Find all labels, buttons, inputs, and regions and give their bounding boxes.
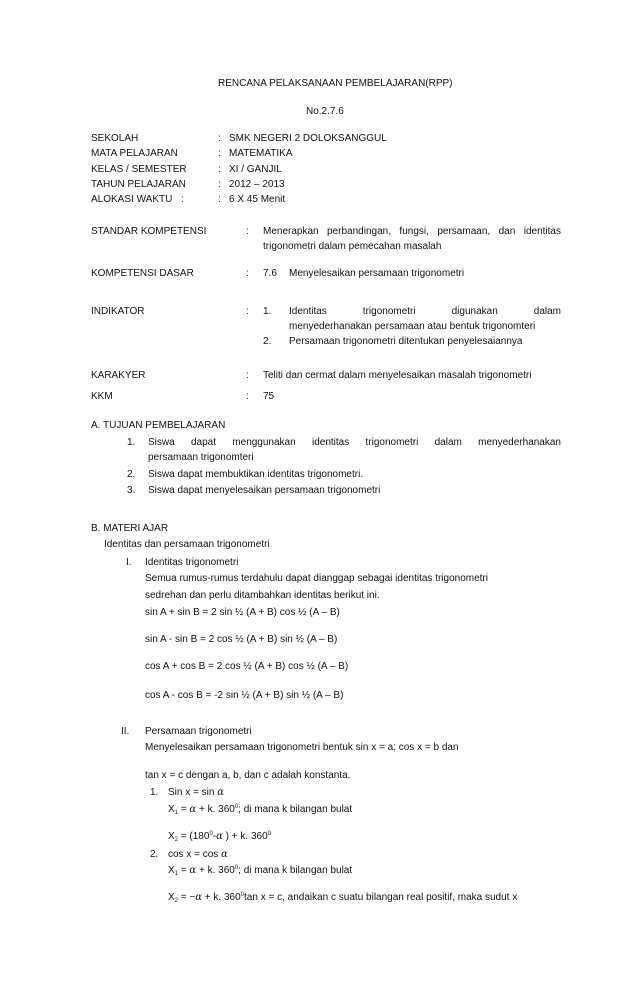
section-heading-tujuan: A. TUJUAN PEMBELAJARAN (91, 420, 226, 431)
colon: : (218, 133, 221, 144)
solution-line: $X_1 = \alpha + k$. $360^0$; di mana k bilangan bulat (168, 865, 353, 877)
standar-kompetensi-line2: trigonometri dalam pemecahan masalah (263, 241, 442, 252)
kompetensi-dasar-number: 7.6 (263, 268, 277, 279)
formula: cos A + cos B = 2 cos ½ (A + B) cos ½ (A – B) (145, 661, 349, 672)
tujuan-item-text: Siswa dapat membuktikan identitas trigonometri. (148, 469, 364, 480)
paragraph-line: tan x = c dengan a, b, dan c adalah konstanta. (145, 770, 351, 781)
part-number: I. (126, 557, 132, 568)
case-number: 1. (150, 787, 159, 798)
value-sekolah: SMK NEGERI 2 DOLOKSANGGUL (229, 133, 387, 144)
case-number: 2. (150, 849, 159, 860)
label-kelas-semester: KELAS / SEMESTER (91, 164, 187, 175)
tujuan-item-number: 2. (127, 469, 136, 480)
label-kkm: KKM (91, 391, 113, 402)
kkm-value: 75 (263, 391, 275, 402)
colon: : (218, 179, 221, 190)
kompetensi-dasar-text: Menyelesaikan persamaan trigonometri (289, 268, 465, 279)
colon: : (246, 226, 249, 237)
label-indikator: INDIKATOR (91, 306, 145, 317)
section-heading-materi: B. MATERI AJAR (91, 523, 169, 534)
colon: : (246, 391, 249, 402)
label-mata-pelajaran: MATA PELAJARAN (91, 148, 178, 159)
value-kelas-semester: XI / GANJIL (229, 164, 282, 175)
document-title: RENCANA PELAKSANAAN PEMBELAJARAN(RPP) (218, 78, 453, 89)
tujuan-item-number: 1. (127, 437, 136, 448)
formula: sin A - sin B = 2 cos ½ (A + B) sin ½ (A – B) (145, 634, 338, 645)
case-equation: Sin x = sin α (168, 787, 224, 798)
solution-line: $X_2 = -\alpha + k$. $360^0\tan$ x = c, andaikan c suatu bilangan real positif, maka sudut x (168, 892, 518, 904)
colon: : (218, 148, 221, 159)
value-tahun-pelajaran: 2012 – 2013 (229, 179, 285, 190)
label-alokasi-waktu: ALOKASI WAKTU (91, 194, 173, 205)
solution-line: $X_2 = (180^0-\alpha$ ) + k. $360^0$ (168, 831, 271, 843)
paragraph-line: Semua rumus-rumus terdahulu dapat dianggap sebagai identitas trigonometri (145, 573, 488, 584)
karakter-text: Teliti dan cermat dalam menyelesaikan masalah trigonometri (263, 370, 532, 381)
colon: : (218, 194, 221, 205)
label-standar-kompetensi: STANDAR KOMPETENSI (91, 226, 207, 237)
part-title: Identitas trigonometri (145, 557, 239, 568)
colon: : (181, 194, 184, 205)
paragraph-line: sedrehan dan perlu ditambahkan identitas berikut ini. (145, 590, 380, 601)
paragraph-line: Menyelesaikan persamaan trigonometri bentuk sin x = a; cos x = b dan (145, 742, 459, 753)
indikator-item-text-cont: menyederhanakan persamaan atau bentuk trigonomteri (289, 321, 536, 332)
tujuan-item-number: 3. (127, 485, 136, 496)
case-equation: cos x = cos α (168, 849, 228, 860)
colon: : (246, 306, 249, 317)
colon: : (218, 164, 221, 175)
tujuan-item-text: Siswa dapat menyelesaikan persamaan trigonometri (148, 485, 381, 496)
indikator-item-text: Persamaan trigonometri ditentukan penyelesaiannya (289, 336, 523, 347)
standar-kompetensi-line1: Menerapkan perbandingan, fungsi, persamaan, dan identitas (263, 226, 561, 237)
label-sekolah: SEKOLAH (91, 133, 139, 144)
formula: cos A - cos B = -2 sin ½ (A + B) sin ½ (A – B) (145, 690, 344, 701)
indikator-item-text: Identitas trigonometri digunakan dalam (289, 306, 561, 317)
materi-subheading: Identitas dan persamaan trigonometri (104, 539, 270, 550)
solution-line: $X_1 = \alpha + k$. $360^0$; di mana k bilangan bulat (168, 804, 353, 816)
formula: sin A + sin B = 2 sin ½ (A + B) cos ½ (A – B) (145, 607, 340, 618)
tujuan-item-text: Siswa dapat menggunakan identitas trigonometri dalam menyederhanakan (148, 437, 561, 448)
colon: : (246, 370, 249, 381)
value-alokasi-waktu: 6 X 45 Menit (229, 194, 286, 205)
label-tahun-pelajaran: TAHUN PELAJARAN (91, 179, 186, 190)
indikator-item-number: 1. (263, 306, 272, 317)
value-mata-pelajaran: MATEMATIKA (229, 148, 293, 159)
label-kompetensi-dasar: KOMPETENSI DASAR (91, 268, 194, 279)
indikator-item-number: 2. (263, 336, 272, 347)
tujuan-item-text-cont: persamaan trigonomteri (148, 452, 254, 463)
label-karakter: KARAKYER (91, 370, 146, 381)
document-number: No.2.7.6 (306, 106, 344, 117)
part-title: Persamaan trigonometri (145, 726, 252, 737)
part-number: II. (121, 726, 130, 737)
alpha-symbol: α (217, 787, 224, 798)
colon: : (246, 268, 249, 279)
